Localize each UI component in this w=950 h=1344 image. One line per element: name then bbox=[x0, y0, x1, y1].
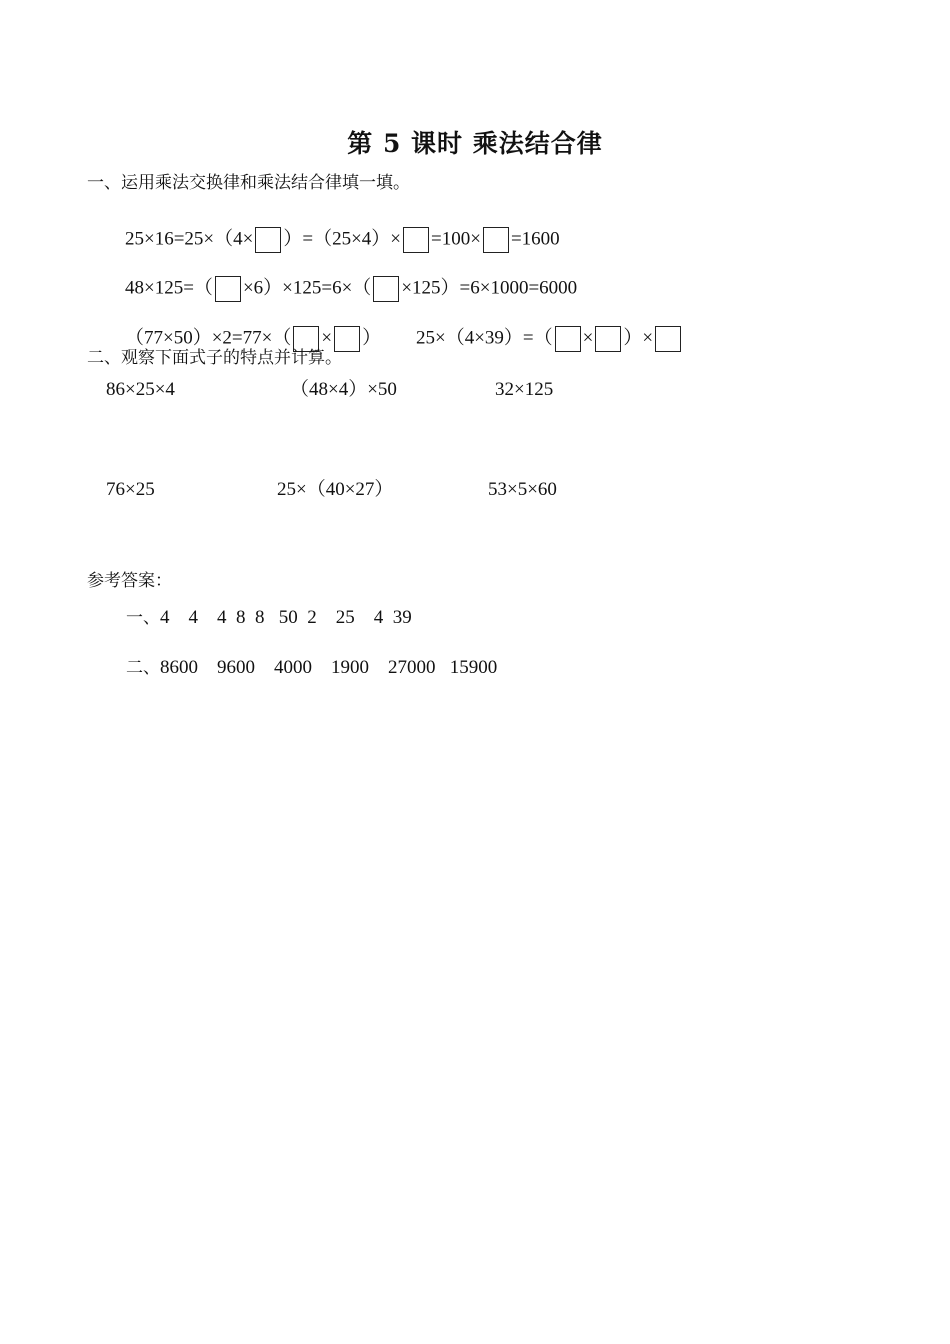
row3-part-a: （77×50）×2=77×（ bbox=[125, 327, 292, 349]
row3-part-d: 25×（4×39）=（ bbox=[416, 327, 553, 349]
answer-box[interactable] bbox=[595, 326, 621, 352]
answer-line-1-prefix: 一、 bbox=[126, 608, 160, 628]
row3-part-e: × bbox=[582, 327, 594, 349]
answer-box[interactable] bbox=[215, 276, 241, 302]
section2-heading: 二、观察下面式子的特点并计算。 bbox=[87, 348, 342, 368]
answer-box[interactable] bbox=[255, 227, 281, 253]
answer-line-2-prefix: 二、 bbox=[126, 658, 160, 678]
answer-box[interactable] bbox=[403, 227, 429, 253]
row3-part-f: ）× bbox=[623, 327, 654, 349]
row2-part-b: ×6）×125=6×（ bbox=[242, 277, 372, 299]
row2-part-c: ×125）=6×1000=6000 bbox=[401, 277, 578, 299]
problem-2: （48×4）×50 bbox=[290, 379, 397, 400]
row1-part-d: =1600 bbox=[510, 228, 560, 250]
exercise-row-3b bbox=[397, 302, 683, 376]
row2-part-a: 48×125=（ bbox=[125, 277, 213, 299]
section1-heading: 一、运用乘法交换律和乘法结合律填一填。 bbox=[87, 173, 410, 193]
problem-6: 53×5×60 bbox=[488, 479, 557, 500]
row1-part-b: ）=（25×4）× bbox=[283, 228, 402, 250]
answer-line-1 bbox=[126, 603, 412, 629]
answer-box[interactable] bbox=[655, 326, 681, 352]
problem-4: 76×25 bbox=[106, 479, 155, 500]
row1-part-a: 25×16=25×（4× bbox=[125, 228, 254, 250]
answer-box[interactable] bbox=[373, 276, 399, 302]
problem-3: 32×125 bbox=[495, 379, 554, 400]
answer-line-2-values: 8600 9600 4000 1900 27000 15900 bbox=[160, 657, 498, 678]
answers-heading: 参考答案： bbox=[87, 571, 172, 591]
problem-5: 25×（40×27） bbox=[277, 479, 394, 500]
problem-1: 86×25×4 bbox=[106, 379, 175, 400]
answer-line-2 bbox=[126, 653, 497, 679]
row3-part-c: ） bbox=[362, 327, 382, 349]
answer-box[interactable] bbox=[555, 326, 581, 352]
answer-line-1-values: 4 4 4 8 8 50 2 25 4 39 bbox=[160, 607, 412, 628]
page-title: 第 5 课时 乘法结合律 bbox=[347, 129, 603, 158]
answer-box[interactable] bbox=[483, 227, 509, 253]
row3-part-b: × bbox=[321, 327, 333, 349]
row1-part-c: =100× bbox=[431, 228, 481, 250]
